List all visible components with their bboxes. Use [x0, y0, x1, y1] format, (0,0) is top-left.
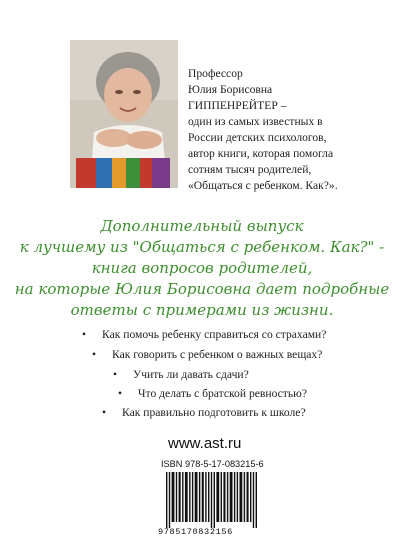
list-item — [113, 368, 249, 381]
question-text: Что делать с братской ревностью? — [138, 387, 307, 400]
promo-line: на которые Юлия Борисовна дает подробные — [14, 280, 390, 298]
bullet-icon: • — [92, 348, 97, 361]
author-bio — [188, 66, 400, 194]
question-text: Как помочь ребенку справиться со страхами? — [102, 328, 327, 341]
bio-line: сотням тысяч родителей, — [188, 163, 312, 176]
bio-line: один из самых известных в — [188, 115, 323, 128]
isbn-label: ISBN 978-5-17-083215-6 — [161, 459, 264, 469]
ean-number: 9785170832156 — [158, 527, 233, 537]
promo-line: книга вопросов родителей, — [91, 259, 313, 277]
bio-line: Юлия Борисовна — [188, 83, 273, 96]
bio-line: Профессор — [188, 67, 243, 80]
list-item — [82, 328, 326, 341]
list-item — [92, 348, 322, 361]
question-text: Учить ли давать сдачи? — [133, 368, 249, 381]
bullet-icon: • — [118, 387, 123, 400]
bio-line: «Общаться с ребенком. Как?». — [188, 179, 338, 192]
author-photo — [70, 40, 178, 188]
bio-line: автор книги, которая помогла — [188, 147, 334, 160]
promo-line: к лучшему из "Общаться с ребенком. Как?" - — [19, 238, 385, 256]
bio-line: ГИППЕНРЕЙТЕР – — [188, 99, 287, 112]
bio-line: России детских психологов, — [188, 131, 327, 144]
promo-line: Дополнительный выпуск — [100, 217, 304, 235]
bullet-icon: • — [82, 328, 87, 341]
promo-line: ответы с примерами из жизни. — [70, 301, 334, 319]
website-link[interactable]: www.ast.ru — [168, 435, 242, 452]
list-item — [118, 387, 307, 400]
question-text: Как говорить с ребенком о важных вещах? — [112, 348, 323, 361]
list-item — [102, 406, 306, 419]
barcode-icon — [166, 472, 258, 528]
question-text: Как правильно подготовить к школе? — [122, 406, 306, 419]
bullet-icon: • — [102, 406, 107, 419]
bullet-icon: • — [113, 368, 118, 381]
